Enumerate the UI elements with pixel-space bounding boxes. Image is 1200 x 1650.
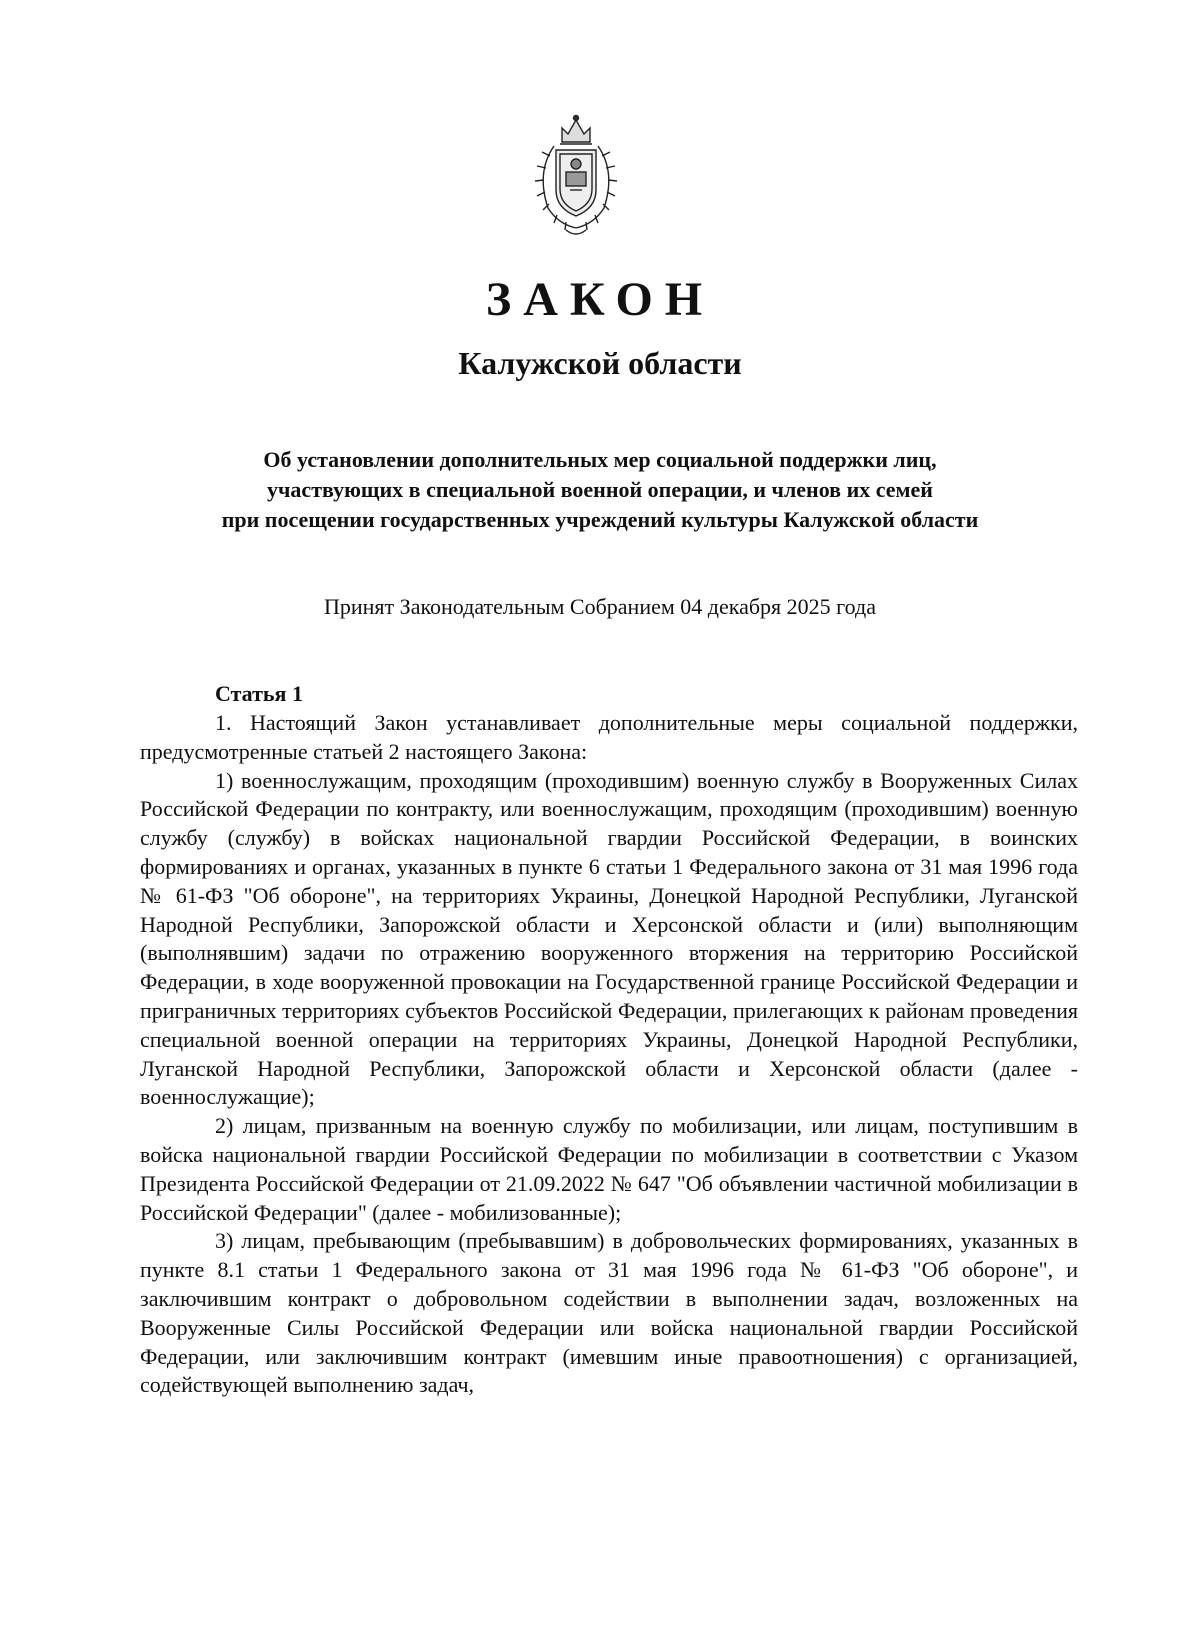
article-paragraph: 1) военнослужащим, проходящим (проходившим) военную службу в Вооруженных Силах Российской Федерации по контракту, или военнослужащим, проходящим (проходившим) военную службу (службу) в войсках национальной гвардии Российской Федерации, в воинских формированиях и органах, указанных в пункте 6 статьи 1 Федерального закона от 31 мая 1996 года № 61-ФЗ "Об обороне", на территориях Украины, Донецкой Народной Республики, Луганской Народной Республики, Запорожской области и Херсонской области и (или) выполняющим (выполнявшим) задачи по отражению вооруженного вторжения на территорию Российской Федерации, в ходе вооруженной провокации на Государственной границе Российской Федерации и приграничных территориях субъектов Российской Федерации, прилегающих к районам проведения специальной военной операции на территориях Украины, Донецкой Народной Республики, Луганской Народной Республики, Запорожской области и Херсонской области (далее - военнослужащие); xyxy=(140,767,1078,1110)
coat-of-arms-drawing xyxy=(530,112,622,242)
law-name-line: при посещении государственных учреждений культуры Калужской области xyxy=(221,507,979,532)
document-subtitle: Калужской области xyxy=(458,345,742,381)
article-body xyxy=(140,709,1078,1400)
article-paragraph: 2) лицам, призванным на военную службу по мобилизации, или лицам, поступившим в войска национальной гвардии Российской Федерации по мобилизации в соответствии с Указом Президента Российской Федерации от 21.09.2022 № 647 "Об объявлении частичной мобилизации в Российской Федерации" (далее - мобилизованные); xyxy=(140,1113,1078,1225)
document-title: ЗАКОН xyxy=(485,273,715,326)
article-paragraph: 3) лицам, пребывающим (пребывавшим) в добровольческих формированиях, указанных в пункте 8.1 статьи 1 Федерального закона от 31 мая 1996 года № 61-ФЗ "Об обороне", и заключившим контракт о добровольном содействии в выполнении задач, возложенных на Вооруженные Силы Российской Федерации или войска национальной гвардии Российской Федерации, или заключившим контракт (имевшим иные правоотношения) с организацией, содействующей выполнению задач, xyxy=(140,1228,1078,1398)
law-name xyxy=(150,445,1050,535)
law-name-line: участвующих в специальной военной операции, и членов их семей xyxy=(267,477,933,502)
adoption-date-line: Принят Законодательным Собранием 04 декабря 2025 года xyxy=(324,594,876,619)
coat-of-arms-icon xyxy=(530,112,622,242)
law-name-line: Об установлении дополнительных мер социальной поддержки лиц, xyxy=(263,447,937,472)
article-paragraph: 1. Настоящий Закон устанавливает дополнительные меры социальной поддержки, предусмотренные статьей 2 настоящего Закона: xyxy=(140,710,1078,764)
article-heading: Статья 1 xyxy=(215,681,303,706)
